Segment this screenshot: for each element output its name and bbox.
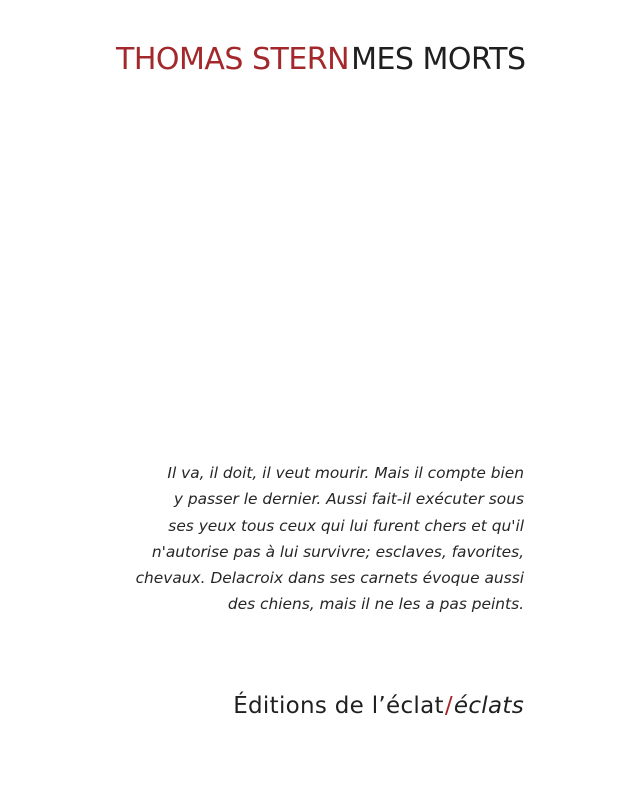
cover-header xyxy=(116,40,526,80)
blurb-line: des chiens, mais il ne les a pas peints. xyxy=(227,595,524,614)
collection-name: éclats xyxy=(453,693,524,719)
imprint-separator: / xyxy=(444,693,453,719)
book-title: MES MORTS xyxy=(351,42,526,77)
blurb-line: Il va, il doit, il veut mourir. Mais il compte bien xyxy=(167,464,524,482)
blurb-line: ses yeux tous ceux qui lui furent chers et qu'il xyxy=(168,516,524,535)
author-name: THOMAS STERN xyxy=(116,42,350,77)
publisher-name: Éditions de l’éclat xyxy=(233,693,444,719)
back-cover-blurb xyxy=(104,460,524,618)
blurb-line: n'autorise pas à lui survivre; esclaves, favorites, xyxy=(151,542,524,561)
publisher-imprint xyxy=(233,688,524,724)
blurb-line: y passer le dernier. Aussi fait-il exécuter sous xyxy=(173,490,524,509)
blurb-line: chevaux. Delacroix dans ses carnets évoque aussi xyxy=(135,569,524,588)
